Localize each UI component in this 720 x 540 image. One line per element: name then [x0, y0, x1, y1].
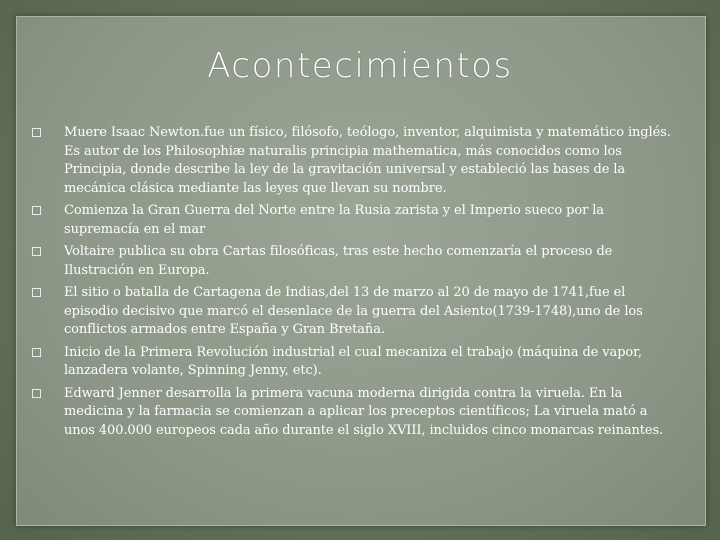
bullet-item-gran-guerra-norte — [28, 202, 676, 239]
bullet-text: Muere Isaac Newton.fue un físico, filósofo, teólogo, inventor, alquimista y matemático inglés. Es autor de los Philosophiæ naturalis principia mathematica, más conocidos como los Principia, donde describe la ley de la gravitación universal y estableció las bases de la mecánica clásica mediante las leyes que llevan su nombre. — [64, 125, 671, 196]
bullet-item-jenner — [28, 385, 676, 441]
bullet-box-icon — [32, 288, 41, 297]
bullet-text: Comienza la Gran Guerra del Norte entre la Rusia zarista y el Imperio sueco por la supremacía en el mar — [64, 203, 604, 237]
bullet-box-icon — [32, 206, 41, 215]
bullet-item-voltaire — [28, 243, 676, 280]
bullet-text: El sitio o batalla de Cartagena de Indias,del 13 de marzo al 20 de mayo de 1741,fue el episodio decisivo que marcó el desenlace de la guerra del Asiento(1739-1748),uno de los conflictos armados entre España y Gran Bretaña. — [64, 285, 643, 337]
bullet-item-revolucion-industrial — [28, 344, 676, 381]
bullet-text: Voltaire publica su obra Cartas filosóficas, tras este hecho comenzaría el proceso de Ilustración en Europa. — [64, 244, 613, 278]
bullet-box-icon — [32, 128, 41, 137]
bullet-text: Inicio de la Primera Revolución industrial el cual mecaniza el trabajo (máquina de vapor, lanzadera volante, Spinning Jenny, etc). — [64, 344, 642, 378]
bullet-item-cartagena — [28, 284, 676, 340]
bullet-box-icon — [32, 389, 41, 398]
slide-title: Acontecimientos — [207, 46, 513, 86]
bullet-list — [28, 124, 676, 444]
bullet-item-newton — [28, 124, 676, 198]
bullet-box-icon — [32, 247, 41, 256]
bullet-box-icon — [32, 348, 41, 357]
bullet-text: Edward Jenner desarrolla la primera vacuna moderna dirigida contra la viruela. En la medicina y la farmacia se comienzan a aplicar los preceptos científicos; La viruela mató a unos 400.000 europeos cada año durante el siglo XVIII, incluidos cinco monarcas reinantes. — [64, 385, 664, 438]
